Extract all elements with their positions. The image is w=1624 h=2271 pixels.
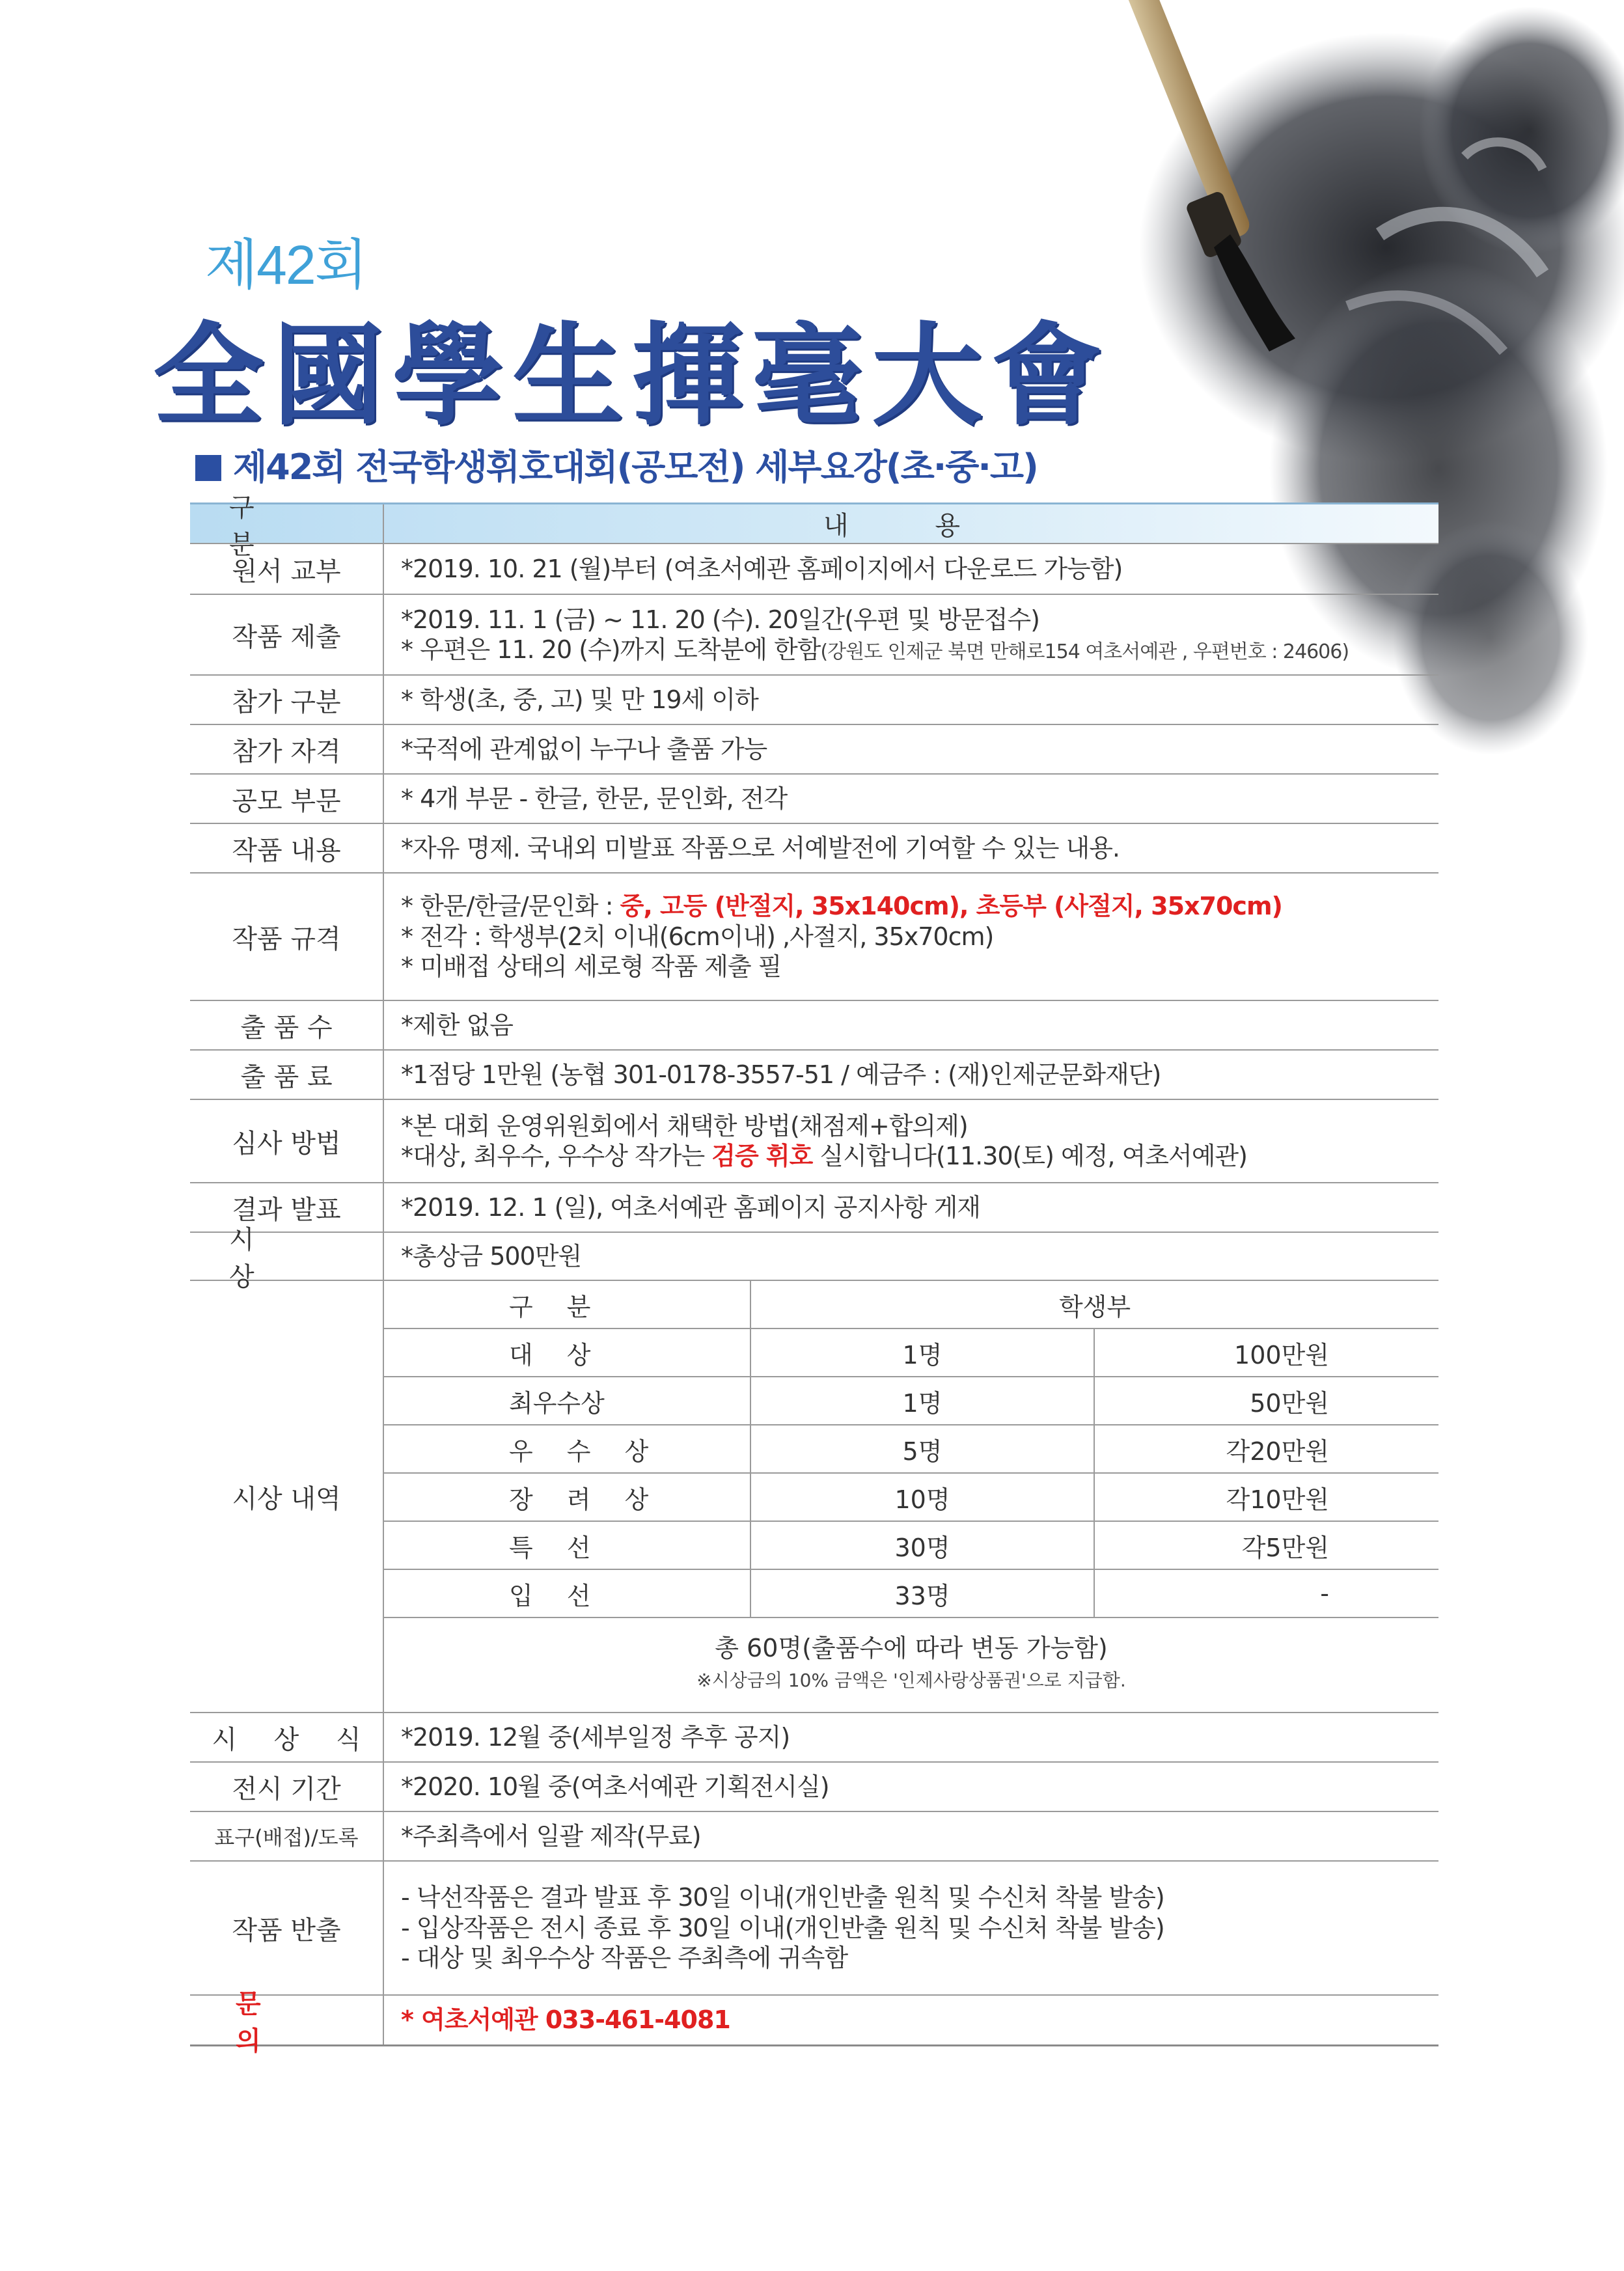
- table-row: [190, 595, 1438, 676]
- award-name: 우 수 상: [384, 1425, 751, 1472]
- award-count: 1명: [751, 1329, 1095, 1376]
- row-value: *2019. 11. 1 (금) ~ 11. 20 (수). 20일간(우편 및 방문접수): [401, 605, 1039, 634]
- spec-highlight: 중, 고등 (반절지, 35x140cm), 초등부 (사절지, 35x70cm): [620, 892, 1282, 921]
- table-row: [190, 824, 1438, 874]
- table-row: [190, 1001, 1438, 1051]
- awards-item-row: [384, 1377, 1438, 1425]
- award-prize: -: [1320, 1579, 1329, 1608]
- verification-highlight: 검증 휘호: [711, 1142, 813, 1170]
- contact-phone: * 여초서예관 033-461-4081: [401, 2005, 730, 2035]
- address-note: (강원도 인제군 북면 만해로154 여초서예관 , 우편번호 : 24606): [820, 640, 1349, 663]
- row-label: 표구(배접)/도록: [190, 1812, 384, 1860]
- row-value: * 학생(초, 중, 고) 및 만 19세 이하: [401, 685, 758, 714]
- awards-item-row: [384, 1570, 1438, 1618]
- row-value: *2019. 10. 21 (월)부터 (여초서예관 홈페이지에서 다운로드 가능함): [401, 554, 1123, 583]
- row-label: 결과 발표: [190, 1183, 384, 1232]
- row-value: * 우편은 11. 20 (수)까지 도착분에 한함: [401, 635, 821, 664]
- row-label: 작품 반출: [190, 1862, 384, 1994]
- award-prize: 각5만원: [1241, 1533, 1329, 1562]
- row-value: - 낙선작품은 결과 발표 후 30일 이내(개인반출 원칙 및 수신처 착불 발송): [401, 1883, 1164, 1912]
- contact-label: 문 의: [190, 1996, 384, 2044]
- row-label: 작품 규격: [190, 874, 384, 1000]
- awards-item-row: [384, 1425, 1438, 1474]
- table-row: [190, 1713, 1438, 1763]
- row-value: * 4개 부문 - 한글, 한문, 문인화, 전각: [401, 784, 788, 813]
- row-value: *대상, 최우수, 우수상 작가는: [401, 1142, 712, 1170]
- award-prize: 각20만원: [1226, 1437, 1329, 1466]
- row-value: *자유 명제. 국내외 미발표 작품으로 서예발전에 기여할 수 있는 내용.: [401, 833, 1120, 862]
- row-label: 작품 제출: [190, 595, 384, 674]
- row-value: *2019. 12월 중(세부일정 추후 공지): [401, 1722, 790, 1752]
- awards-header-row: [384, 1281, 1438, 1329]
- awards-head-students: 학생부: [1058, 1292, 1131, 1321]
- award-count: 33명: [751, 1570, 1095, 1617]
- table-row: [190, 676, 1438, 725]
- awards-row: [190, 1281, 1438, 1713]
- awards-total-text: 총 60명(출품수에 따라 변동 가능함): [715, 1633, 1108, 1662]
- awards-item-row: [384, 1522, 1438, 1570]
- guidelines-table: [190, 492, 1438, 2056]
- row-value: - 입상작품은 전시 종료 후 30일 이내(개인반출 원칙 및 수신처 착불 발송): [401, 1913, 1164, 1942]
- row-label: 작품 내용: [190, 824, 384, 872]
- awards-item-row: [384, 1329, 1438, 1377]
- row-value: *2020. 10월 중(여초서예관 기획전시실): [401, 1772, 829, 1801]
- row-value: *본 대회 운영위원회에서 채택한 방법(채점제+합의제): [401, 1111, 968, 1140]
- awards-table: [384, 1281, 1438, 1712]
- row-value: *2019. 12. 1 (일), 여초서예관 홈페이지 공지사항 게재: [401, 1192, 981, 1222]
- award-name: 최우수상: [384, 1377, 751, 1424]
- col-header-content: 내 용: [823, 511, 999, 541]
- table-row: [190, 1051, 1438, 1100]
- awards-head-category: 구 분: [384, 1281, 751, 1328]
- row-label: 심사 방법: [190, 1100, 384, 1182]
- table-row: [190, 1812, 1438, 1862]
- table-row: [190, 1763, 1438, 1812]
- table-row: [190, 775, 1438, 824]
- row-value: 실시합니다(11.30(토) 예정, 여초서예관): [812, 1142, 1247, 1170]
- row-value: * 전각 : 학생부(2치 이내(6cm이내) ,사절지, 35x70cm): [401, 922, 994, 951]
- row-value: - 대상 및 최우수상 작품은 주최측에 귀속함: [401, 1944, 848, 1973]
- row-value: *총상금 500만원: [401, 1241, 582, 1271]
- row-value: * 미배접 상태의 세로형 작품 제출 필: [401, 952, 782, 982]
- table-row: [190, 725, 1438, 775]
- row-label: 참가 구분: [190, 676, 384, 724]
- row-value: * 한문/한글/문인화 :: [401, 892, 620, 921]
- table-row: [190, 1100, 1438, 1183]
- row-value: *1점당 1만원 (농협 301-0178-3557-51 / 예금주 : (재)인제군문화재단): [401, 1060, 1161, 1089]
- calligraphy-title: 全國學生揮毫大會: [153, 310, 1112, 441]
- row-label: 참가 자격: [190, 725, 384, 773]
- row-label: 출 품 료: [190, 1051, 384, 1099]
- table-header-row: [190, 492, 1438, 560]
- row-label: 원서 교부: [190, 544, 384, 594]
- section-heading-text: 제42회 전국학생휘호대회(공모전) 세부요강(초·중·고): [233, 447, 1038, 488]
- row-label: 시 상: [190, 1233, 384, 1280]
- col-header-category: 구 분: [190, 504, 384, 543]
- contact-row: [190, 1989, 1438, 2056]
- award-count: 1명: [751, 1377, 1095, 1424]
- award-count: 10명: [751, 1474, 1095, 1521]
- section-heading: [195, 439, 1038, 489]
- row-label: 공모 부문: [190, 775, 384, 823]
- award-prize: 100만원: [1234, 1340, 1329, 1369]
- row-label: 전시 기간: [190, 1763, 384, 1811]
- row-value: *제한 없음: [401, 1010, 513, 1039]
- award-name: 특 선: [384, 1522, 751, 1569]
- awards-total: [384, 1618, 1438, 1701]
- row-label: 시상 내역: [190, 1281, 384, 1712]
- row-value: *국적에 관계없이 누구나 출품 가능: [401, 734, 767, 764]
- award-name: 대 상: [384, 1329, 751, 1376]
- round-number: 제42회: [205, 234, 366, 296]
- table-row: [190, 874, 1438, 1001]
- award-prize: 50만원: [1250, 1388, 1329, 1418]
- awards-note: ※시상금의 10% 금액은 '인제사랑상품권'으로 지급함.: [696, 1669, 1126, 1691]
- row-label: 출 품 수: [190, 1001, 384, 1049]
- row-label: 시 상 식: [190, 1713, 384, 1761]
- award-count: 30명: [751, 1522, 1095, 1569]
- square-bullet-icon: [195, 455, 221, 481]
- award-name: 장 려 상: [384, 1474, 751, 1521]
- table-row: [190, 544, 1438, 595]
- award-count: 5명: [751, 1425, 1095, 1472]
- table-row: [190, 1225, 1438, 1292]
- table-row: [190, 1862, 1438, 1996]
- award-name: 입 선: [384, 1570, 751, 1617]
- row-value: *주최측에서 일괄 제작(무료): [401, 1821, 701, 1851]
- award-prize: 각10만원: [1226, 1485, 1329, 1514]
- awards-item-row: [384, 1474, 1438, 1522]
